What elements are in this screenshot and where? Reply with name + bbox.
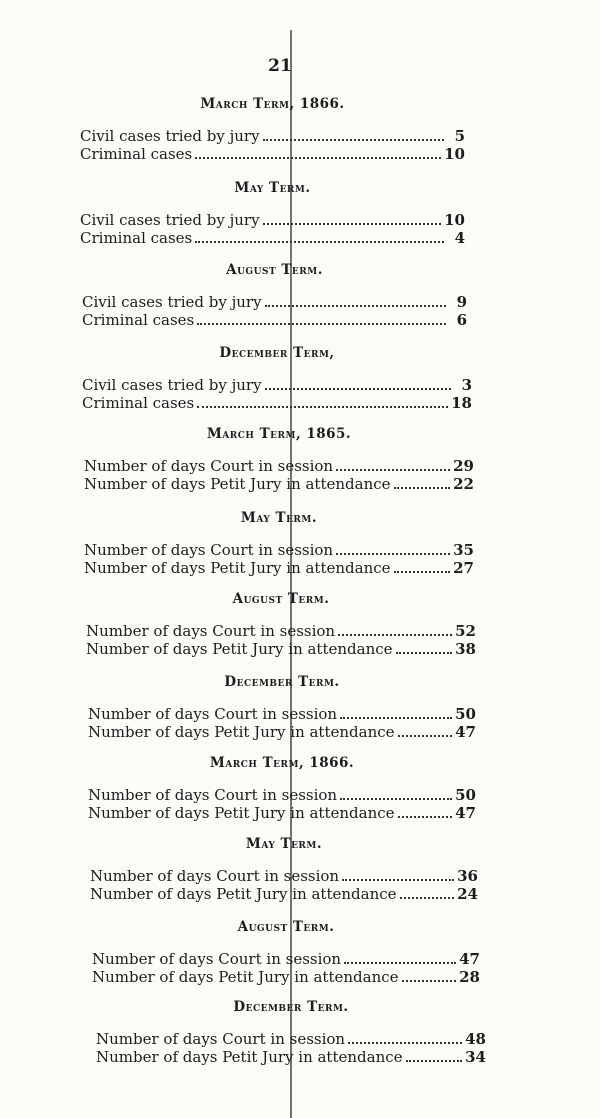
- dot-leader: [394, 571, 451, 573]
- row-label: Civil cases tried by jury: [82, 293, 262, 311]
- dot-leader: [265, 388, 451, 390]
- dot-leader: [340, 798, 452, 800]
- term-heading: August Term.: [226, 262, 323, 278]
- row-value: 47: [455, 804, 476, 822]
- row-label: Criminal cases: [82, 394, 195, 412]
- row-value: 38: [455, 640, 476, 658]
- term-section: [88, 755, 476, 822]
- row-value: 3: [461, 376, 472, 394]
- row-value: 28: [459, 968, 480, 986]
- term-heading: March Term, 1866.: [200, 96, 345, 112]
- term-heading: December Term.: [224, 674, 340, 690]
- dot-leader: [197, 323, 446, 325]
- dot-leader: [398, 816, 453, 818]
- row-label: Number of days Petit Jury in attendance: [86, 640, 393, 658]
- dot-leader: [394, 487, 451, 489]
- row-value: 34: [465, 1048, 486, 1066]
- table-row: [82, 394, 472, 412]
- term-heading: August Term.: [237, 919, 335, 935]
- row-label: Number of days Court in session: [88, 786, 338, 804]
- row-label: Criminal cases: [82, 311, 195, 329]
- term-section: [82, 345, 472, 412]
- table-row: [80, 211, 465, 229]
- table-row: [80, 229, 465, 247]
- row-value: 27: [453, 559, 474, 577]
- term-heading: August Term.: [232, 591, 330, 607]
- term-section: [92, 919, 480, 986]
- row-value: 48: [465, 1030, 486, 1048]
- row-label: Civil cases tried by jury: [80, 211, 260, 229]
- table-row: [84, 559, 474, 577]
- row-value: 4: [454, 229, 465, 247]
- table-row: [96, 1048, 486, 1066]
- row-label: Number of days Petit Jury in attendance: [84, 559, 391, 577]
- row-label: Civil cases tried by jury: [80, 127, 260, 145]
- term-heading: March Term, 1865.: [206, 426, 352, 442]
- dot-leader: [398, 735, 453, 737]
- term-heading: May Term.: [234, 180, 311, 196]
- dot-leader: [344, 962, 456, 964]
- table-row: [86, 622, 476, 640]
- term-heading: December Term.: [233, 999, 349, 1015]
- table-row: [88, 705, 476, 723]
- row-value: 29: [453, 457, 474, 475]
- row-value: 50: [455, 705, 476, 723]
- dot-leader: [342, 879, 454, 881]
- term-section: [84, 510, 474, 577]
- row-label: Number of days Petit Jury in attendance: [84, 475, 391, 493]
- table-row: [80, 127, 465, 145]
- dot-leader: [348, 1042, 462, 1044]
- row-label: Number of days Court in session: [84, 457, 334, 475]
- table-row: [80, 145, 465, 163]
- term-section: [80, 180, 465, 247]
- table-row: [96, 1030, 486, 1048]
- row-value: 35: [453, 541, 474, 559]
- table-row: [84, 541, 474, 559]
- term-heading: May Term.: [240, 510, 318, 526]
- row-label: Number of days Court in session: [90, 867, 340, 885]
- dot-leader: [195, 157, 441, 159]
- dot-leader: [406, 1060, 463, 1062]
- row-value: 24: [457, 885, 478, 903]
- dot-leader: [265, 305, 446, 307]
- dot-leader: [263, 223, 442, 225]
- row-label: Number of days Petit Jury in attendance: [96, 1048, 403, 1066]
- term-section: [96, 999, 486, 1066]
- dot-leader: [263, 139, 444, 141]
- row-value: 50: [455, 786, 476, 804]
- row-value: 10: [444, 145, 465, 163]
- dot-leader: [336, 553, 450, 555]
- table-row: [82, 293, 467, 311]
- term-section: [86, 591, 476, 658]
- row-value: 22: [453, 475, 474, 493]
- row-label: Number of days Court in session: [86, 622, 336, 640]
- row-label: Number of days Petit Jury in attendance: [92, 968, 399, 986]
- dot-leader: [402, 980, 457, 982]
- dot-leader: [338, 634, 452, 636]
- table-row: [92, 968, 480, 986]
- row-label: Number of days Petit Jury in attendance: [90, 885, 397, 903]
- table-row: [84, 457, 474, 475]
- row-label: Number of days Court in session: [92, 950, 342, 968]
- table-row: [84, 475, 474, 493]
- table-row: [88, 786, 476, 804]
- table-row: [90, 867, 478, 885]
- table-row: [92, 950, 480, 968]
- row-value: 5: [454, 127, 465, 145]
- dot-leader: [197, 406, 448, 408]
- row-label: Number of days Court in session: [88, 705, 338, 723]
- dot-leader: [340, 717, 452, 719]
- term-section: [82, 262, 467, 329]
- row-value: 10: [444, 211, 465, 229]
- term-section: [80, 96, 465, 163]
- dot-leader: [400, 897, 455, 899]
- term-section: [84, 426, 474, 493]
- dot-leader: [195, 241, 444, 243]
- table-row: [86, 640, 476, 658]
- row-label: Criminal cases: [80, 145, 193, 163]
- row-label: Civil cases tried by jury: [82, 376, 262, 394]
- row-value: 36: [457, 867, 478, 885]
- table-row: [90, 885, 478, 903]
- page-number: 21: [268, 56, 292, 76]
- row-label: Number of days Court in session: [84, 541, 334, 559]
- row-value: 18: [451, 394, 472, 412]
- term-heading: May Term.: [245, 836, 323, 852]
- term-section: [88, 674, 476, 741]
- row-value: 52: [455, 622, 476, 640]
- term-heading: March Term, 1866.: [209, 755, 355, 771]
- row-label: Criminal cases: [80, 229, 193, 247]
- table-row: [88, 804, 476, 822]
- row-label: Number of days Court in session: [96, 1030, 346, 1048]
- term-section: [90, 836, 478, 903]
- term-heading: December Term,: [219, 345, 335, 361]
- row-value: 47: [459, 950, 480, 968]
- row-label: Number of days Petit Jury in attendance: [88, 804, 395, 822]
- row-value: 6: [456, 311, 467, 329]
- row-value: 47: [455, 723, 476, 741]
- table-row: [88, 723, 476, 741]
- row-value: 9: [456, 293, 467, 311]
- table-row: [82, 311, 467, 329]
- dot-leader: [336, 469, 450, 471]
- dot-leader: [396, 652, 453, 654]
- row-label: Number of days Petit Jury in attendance: [88, 723, 395, 741]
- table-row: [82, 376, 472, 394]
